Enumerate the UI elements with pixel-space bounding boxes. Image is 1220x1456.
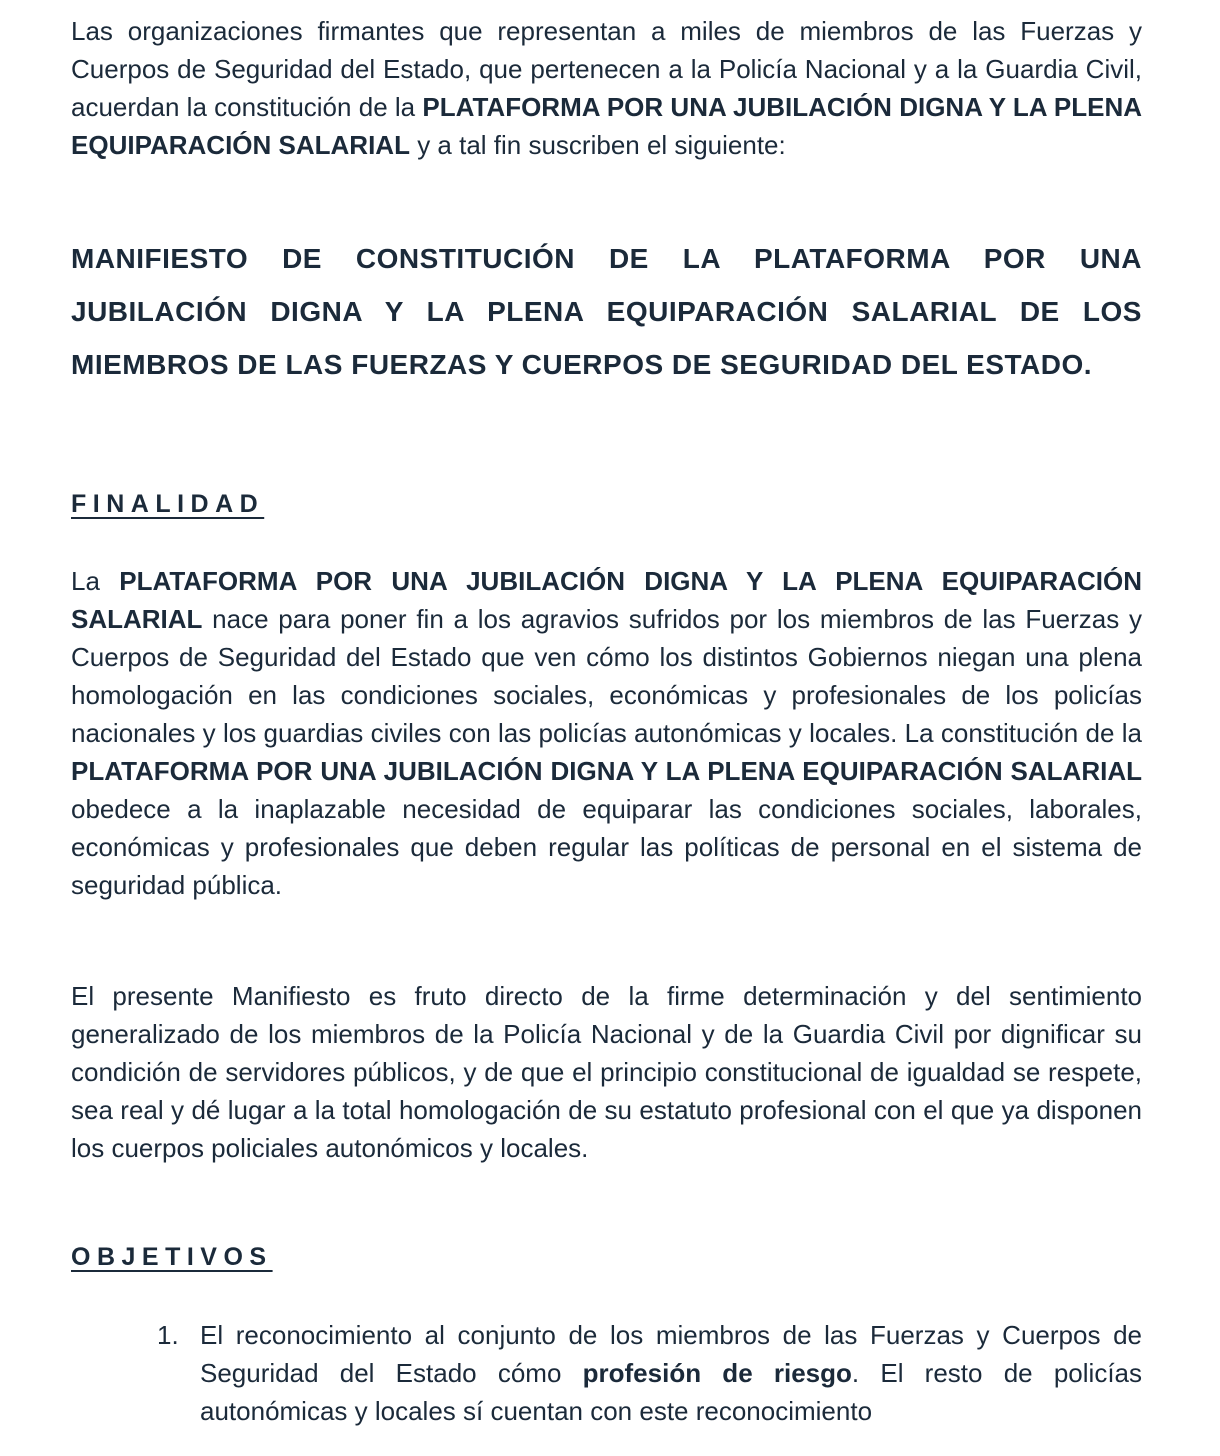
finalidad-platform-name-2: PLATAFORMA POR UNA JUBILACIÓN DIGNA Y LA PLENA EQUIPARACIÓN SALARIAL <box>71 756 1142 786</box>
list-item <box>71 1316 1142 1430</box>
intro-platform-name: PLATAFORMA POR UNA JUBILACIÓN DIGNA Y LA PLENA EQUIPARACIÓN SALARIAL <box>71 92 1142 160</box>
list-item-bold: profesión de riesgo <box>582 1358 852 1388</box>
objetivos-list <box>71 1316 1142 1430</box>
manifiesto-paragraph: El presente Manifiesto es fruto directo de la firme determinación y del sentimiento generalizado de los miembros de la Policía Nacional y de la Guardia Civil por dignificar su condición de servidores públicos, y de que el principio constitucional de igualdad se respete, sea real y dé lugar a la total homologación de su estatuto profesional con el que ya disponen los cuerpos policiales autonómicos y locales. <box>71 981 1142 1163</box>
list-item-number: 1. <box>157 1320 179 1350</box>
finalidad-paragraph <box>71 562 1142 904</box>
list-item-text-2: . El resto de policías autonómicas y locales sí cuentan con este reconocimiento <box>200 1358 1143 1426</box>
finalidad-text-3: obedece a la inaplazable necesidad de equiparar las condiciones sociales, laborales, económicas y profesionales que deben regular las políticas de personal en el sistema de seguridad pública. <box>71 794 1142 900</box>
intro-text-1: Las organizaciones firmantes que representan a miles de miembros de las Fuerzas y Cuerpos de Seguridad del Estado, que pertenecen a la Policía Nacional y a la Guardia Civil, acuerdan la constitución de la <box>71 16 1142 122</box>
list-item-text-1: El reconocimiento al conjunto de los miembros de las Fuerzas y Cuerpos de Seguridad del Estado cómo <box>200 1320 1142 1388</box>
finalidad-platform-name-1: PLATAFORMA POR UNA JUBILACIÓN DIGNA Y LA PLENA EQUIPARACIÓN SALARIAL <box>71 566 1142 634</box>
finalidad-heading: FINALIDAD <box>71 490 265 518</box>
finalidad-text-2: nace para poner fin a los agravios sufridos por los miembros de las Fuerzas y Cuerpos de Seguridad del Estado que ven cómo los distintos Gobiernos niegan una plena homologación en las condiciones sociales, económicas y profesionales de los policías nacionales y los guardias civiles con las policías autonómicas y locales. La constitución de la <box>71 604 1142 748</box>
objetivos-heading: OBJETIVOS <box>71 1243 273 1271</box>
intro-text-2: y a tal fin suscriben el siguiente: <box>409 130 786 160</box>
manifesto-title: MANIFIESTO DE CONSTITUCIÓN DE LA PLATAFORMA POR UNA JUBILACIÓN DIGNA Y LA PLENA EQUIPARACIÓN SALARIAL DE LOS MIEMBROS DE LAS FUERZAS Y CUERPOS DE SEGURIDAD DEL ESTADO. <box>71 243 1142 380</box>
finalidad-text-1: La <box>71 566 120 596</box>
intro-paragraph <box>71 12 1142 164</box>
